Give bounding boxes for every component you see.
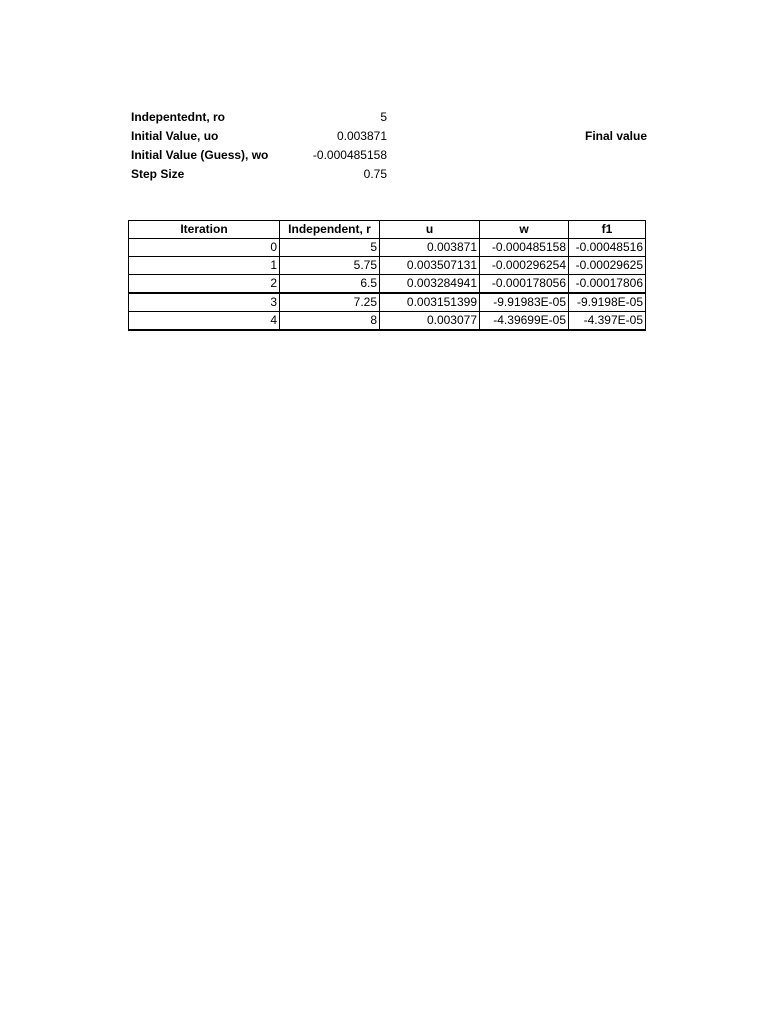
parameter-value: -0.000485158 [312, 148, 387, 162]
table-row [129, 312, 666, 331]
cell-independent-r: 8 [280, 312, 380, 331]
table-row [129, 293, 666, 312]
header-w: w [480, 221, 569, 239]
header-iteration: Iteration [129, 221, 280, 239]
cell-f1: -9.9198E-05 [569, 293, 646, 312]
cell-u: 0.003871 [380, 239, 480, 257]
cell-iteration: 1 [129, 257, 280, 275]
parameter-row-ro [130, 108, 390, 127]
parameters-block [130, 108, 390, 184]
cell-independent-r: 7.25 [280, 293, 380, 312]
cell-w: -9.91983E-05 [480, 293, 569, 312]
table-row [129, 239, 666, 257]
parameter-label: Indepentednt, ro [131, 110, 225, 124]
header-f1: f1 [569, 221, 646, 239]
parameter-row-step-size [130, 165, 390, 184]
cell-u: 0.003077 [380, 312, 480, 331]
cell-iteration: 2 [129, 275, 280, 294]
cell-u: 0.003507131 [380, 257, 480, 275]
parameter-value: 5 [380, 110, 387, 124]
cell-u: 0.003151399 [380, 293, 480, 312]
parameter-row-uo [130, 127, 390, 146]
cell-w: -0.000296254 [480, 257, 569, 275]
table-row [129, 275, 666, 294]
cell-w: -4.39699E-05 [480, 312, 569, 331]
cell-iteration: 4 [129, 312, 280, 331]
results-table [128, 220, 666, 331]
cell-f1: -0.00029625 [569, 257, 646, 275]
table-row [129, 257, 666, 275]
cell-f1: -0.00017806 [569, 275, 646, 294]
parameter-label: Step Size [131, 167, 185, 181]
header-independent-r: Independent, r [280, 221, 380, 239]
parameter-value: 0.75 [363, 167, 387, 181]
parameter-label: Initial Value (Guess), wo [131, 148, 269, 162]
parameter-label: Initial Value, uo [131, 129, 219, 143]
cell-f1: -0.00048516 [569, 239, 646, 257]
table-header-row [129, 221, 666, 239]
final-value-label: Final value [585, 129, 648, 143]
cell-iteration: 3 [129, 293, 280, 312]
cell-f1: -4.397E-05 [569, 312, 646, 331]
cell-independent-r: 6.5 [280, 275, 380, 294]
cell-w: -0.000178056 [480, 275, 569, 294]
cell-independent-r: 5.75 [280, 257, 380, 275]
cell-iteration: 0 [129, 239, 280, 257]
header-u: u [380, 221, 480, 239]
cell-w: -0.000485158 [480, 239, 569, 257]
parameter-value: 0.003871 [336, 129, 387, 143]
cell-u: 0.003284941 [380, 275, 480, 294]
cell-independent-r: 5 [280, 239, 380, 257]
parameter-row-wo [130, 146, 390, 165]
